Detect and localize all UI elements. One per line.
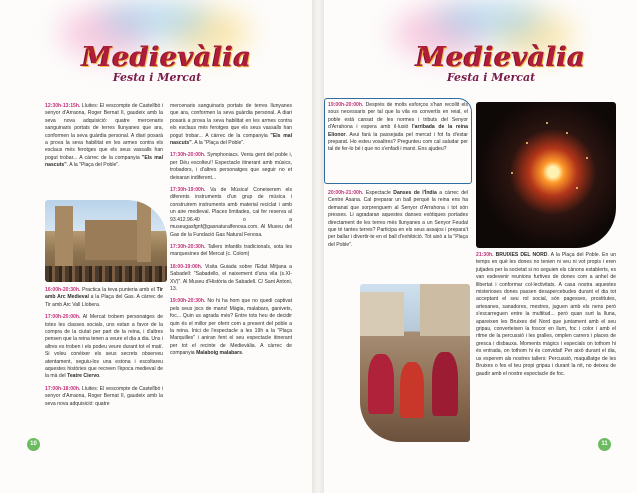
page-number-right: 11 xyxy=(598,438,611,451)
photo-castle-crowd xyxy=(45,200,167,282)
program-entry: 21:30h. BRUIXES DEL NORD. A la Plaça del Poble. En un temps en què les dones no tenien ni veu ni vot propis i eren jutjades per la societat si no seguien els cànons establerts, es van esdevenir reunions furtives de dones com a anhel de llibertat i conformar col·lectivitats. A casa nostra aquestes misterioses dones passen desapercebudes durant el dia tot acceptant el seu rol social, són pagesses, prostitutes, artesanes, sanadores, mestres, juguen amb els nens però s'escarreguen entre la multitud... però quan surt la lluna, apareixen les Bruixes del Nord que juntament amb el seu gripau, converteixen la foscor en llum, foc i color i amb el ritme de la percussió i les gralles, omplen carrers i places de grescа i disbauxa. Moments màgics i especials on tothom hi és entrada, on tothom hi és convidat! Per això durant el dia, us esperem als nostres tallers: Percussió, maquillatge de les Bruixes o fes el teu propi gripau i durant la nit, no deixeu de gaudir amb el nostre espectacle de foc. xyxy=(476,252,617,377)
program-entry: 18:00-19:00h. Visita Guiada sobre l'Edat Mitjana a Sabadell: "Sabadello, el naixement d'una vila (s.XI-XV)". Al Museu d'Història de Sabadell. C/ Sant Antoni, 13. xyxy=(170,263,292,292)
program-entry: mercenaris sanguinaris portats de terres llunyanes que ara, conformen la seva guàrdia personal. A diari posarà a prova la seva habilitat en les armes contra els esclaus més ferotges que els seus vassalls han pogut trobar... A càrrec de la companyia "Els mal nascuts". A la "Plaça del Poble". xyxy=(170,103,292,147)
festival-logo xyxy=(416,42,586,84)
photo-fire-show xyxy=(476,102,616,248)
page-number-left: 10 xyxy=(27,438,40,451)
program-entry: 17:00h-20:00h. Al Mercat trobem personatges de totes les classes socials, uns estan a favor de la compra de la ciutat per part de la reina, i d'altres pensen que la reina tenen a veure el dia a dia. Uns i altres es troben i els podeu veure durant tot el matí. Si voleu conèixer els seus secrets observeu atentament, seguiu-los una estona i escoltareu aquestes històries que recreen l'època medieval de la mà del Teatre Ciervo. xyxy=(45,314,163,380)
highlight-box-text xyxy=(328,102,468,159)
logo-title: Medievàlia xyxy=(416,42,586,73)
program-entry: 19:00h-20:30h. No hi ha hom que no quedi captivat pels seus jocs de mans! Màgia, malabars, ganivets, foc... Quin us agrada més? Entre tots heu de decidir quin és el millor per oferir com a present del poble a la reina. Inici de l'espectacle a les 19h a la "Plaça Marquilles" i aniran fent el seu espectacle itinerant per tot el recinte de Medievàlia. A càrrec de companyia Malaboig malabars. xyxy=(170,298,292,357)
photo-indian-dance xyxy=(360,284,470,442)
festival-logo xyxy=(82,42,252,84)
left-column-1 xyxy=(45,103,163,175)
program-entry: 17:00h-18:00h. Lluites: El vescompte de Castellbò i senyor d'Arraona, Roger Bernat II, gaudeix amb la seva nova adquisició: quatre xyxy=(45,385,163,407)
program-entry: 17:30h-20:30h. Tallers infantils tradicionals, sota les marquesines del Mercat (c. Colom) xyxy=(170,243,292,258)
logo-title: Medievàlia xyxy=(82,42,252,73)
program-entry: 19:00h-20:00h. Després de molts esforços s'han recollit els sous necessaris per tal que la vila es convertís en reial, el poble està cansat de les normes i tributs del Senyor d'Arrahona i espera amb il·lusió l'arribada de la reina Elionor. Avui farà la passejada pel mercat i fot fa d'estar preparat. Ho esteu vosaltres? Pregunteu com cal saludar per tal de fer-lo bé i que no s'enfadi i marxi. Ens ajudeu? xyxy=(328,102,469,153)
program-entry: 12:30h-13:15h. Lluites: El vescompte de Castellbò i senyor d'Arraona, Roger Bernat II, gaudeix amb la seva nova adquisició: quatre mercenaris sanguinaris portats de terres llunyanes que ara, conformen la seva guàrdia personal. A diari posarà a prova la seva habilitat en les armes contra els esclaus més ferotges que els seus vassalls han pogut trobar... A càrrec de la companyia "Els mal nascuts". A la "Plaça del Poble". xyxy=(45,103,163,169)
watercolor-splash xyxy=(434,0,544,40)
program-entry: 16:00h-20:30h. Practica la teva punteria amb el Tir amb Arc Medieval a la Plaça del Gas. A càrrec de Tir amb Arc Vall Llobera. xyxy=(45,287,163,308)
left-page xyxy=(0,0,312,493)
program-entry: 17:30h-20:00h. Symphoniacs. Veniu gent del poble i, per Déu escolteu!! Espectacle itinerant amb músics, trobadors, i d'altres personatges que seguir no et deixaran indiferent... xyxy=(170,152,292,181)
program-entry: 20:00h-21:00h. Espectacle Danses de l'Índia a càrrec del Centre Asana. Cal preparar un ball perquè la reina ens ha demanat que sorprenguem al Senyor d'Arrahona i tot són presses. Li agradaran aquestes danses exòtiques portades directament de les terres més llunyanes a un Senyor Feudal que té tantes terres? Participa en els seus assajos i prepara't per ballar i divertir-te en el ball d'exhibició. Tot això a la "Plaça del Poble". xyxy=(328,190,468,248)
right-column-2 xyxy=(476,252,616,383)
logo-subtitle: Festa i Mercat xyxy=(446,71,536,84)
gutter xyxy=(312,0,324,493)
left-column-1-cont xyxy=(45,287,163,413)
right-page xyxy=(324,0,638,493)
right-column-1 xyxy=(328,190,468,254)
left-column-2 xyxy=(170,103,292,363)
program-entry: 17:30h-19:00h. Va de Música! Coneixerem els diferents instruments d'un grup de música i construirem instruments amb material reciclat i amb un aire medieval. Places limitades, cal fer reserva al 93.412.96.40 o a museugasfgnf@gasnaturalfenosa.com. Al Museu del Gas de la Fundació Gas Natural Fenosa. xyxy=(170,187,292,238)
logo-subtitle: Festa i Mercat xyxy=(112,71,202,84)
watercolor-splash xyxy=(100,0,210,40)
